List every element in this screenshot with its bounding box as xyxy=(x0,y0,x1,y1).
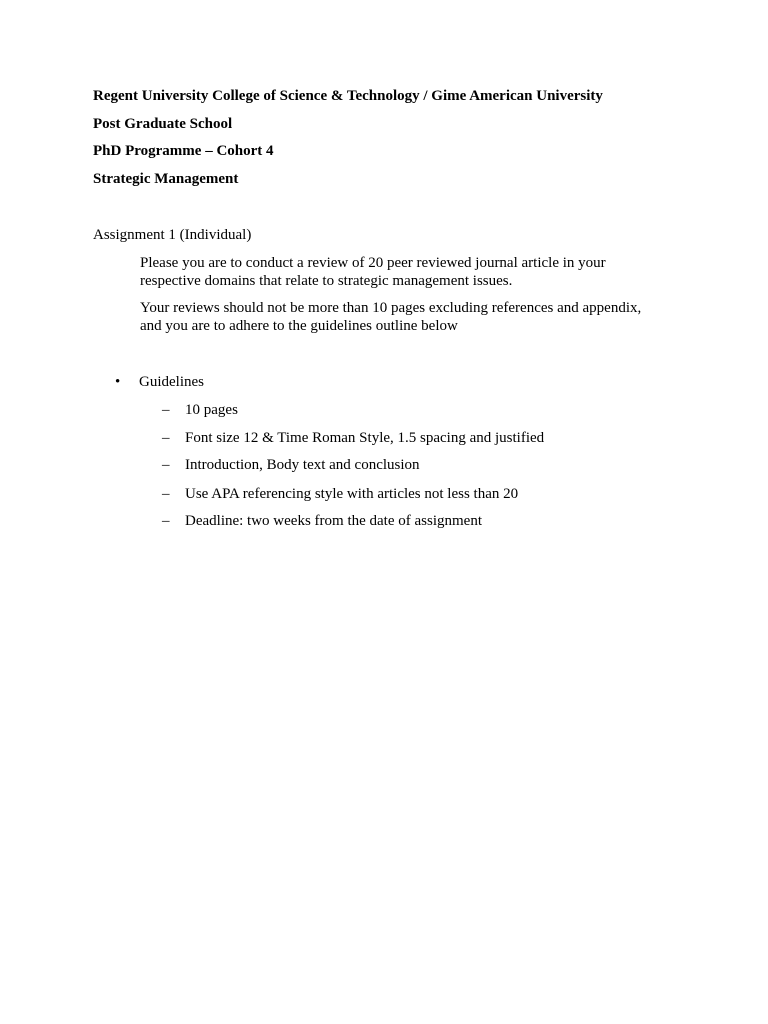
dash-icon: – xyxy=(162,457,170,473)
dash-icon: – xyxy=(162,486,170,502)
guideline-item-text: Use APA referencing style with articles not less than 20 xyxy=(185,486,519,502)
paragraph-1-line-1: Please you are to conduct a review of 20 peer reviewed journal article in your xyxy=(140,255,606,271)
assignment-paragraph-2 xyxy=(140,299,680,335)
guideline-item xyxy=(162,512,482,530)
assignment-title: Assignment 1 (Individual) xyxy=(93,227,252,243)
header-programme: PhD Programme – Cohort 4 xyxy=(93,143,274,159)
paragraph-2-line-1: Your reviews should not be more than 10 pages excluding references and appendix, xyxy=(140,300,642,316)
guidelines-label: Guidelines xyxy=(139,374,204,390)
header-school: Post Graduate School xyxy=(93,116,233,132)
guideline-item-text: Font size 12 & Time Roman Style, 1.5 spacing and justified xyxy=(185,430,545,446)
assignment-paragraph-1 xyxy=(140,254,680,290)
header-course: Strategic Management xyxy=(93,171,239,187)
guideline-item xyxy=(162,456,420,474)
guideline-item-text: 10 pages xyxy=(185,402,238,418)
dash-icon: – xyxy=(162,402,170,418)
header-institution: Regent University College of Science & Technology / Gime American University xyxy=(93,88,603,104)
guideline-item-text: Deadline: two weeks from the date of assignment xyxy=(185,513,482,529)
guideline-item xyxy=(162,429,544,447)
guidelines-bullet xyxy=(115,373,204,391)
paragraph-1-line-2: respective domains that relate to strategic management issues. xyxy=(140,273,513,289)
paragraph-2-line-2: and you are to adhere to the guidelines outline below xyxy=(140,318,458,334)
guideline-item xyxy=(162,485,518,503)
guideline-item xyxy=(162,401,238,419)
guideline-item-text: Introduction, Body text and conclusion xyxy=(185,457,420,473)
bullet-icon: • xyxy=(115,374,121,390)
dash-icon: – xyxy=(162,430,170,446)
dash-icon: – xyxy=(162,513,170,529)
